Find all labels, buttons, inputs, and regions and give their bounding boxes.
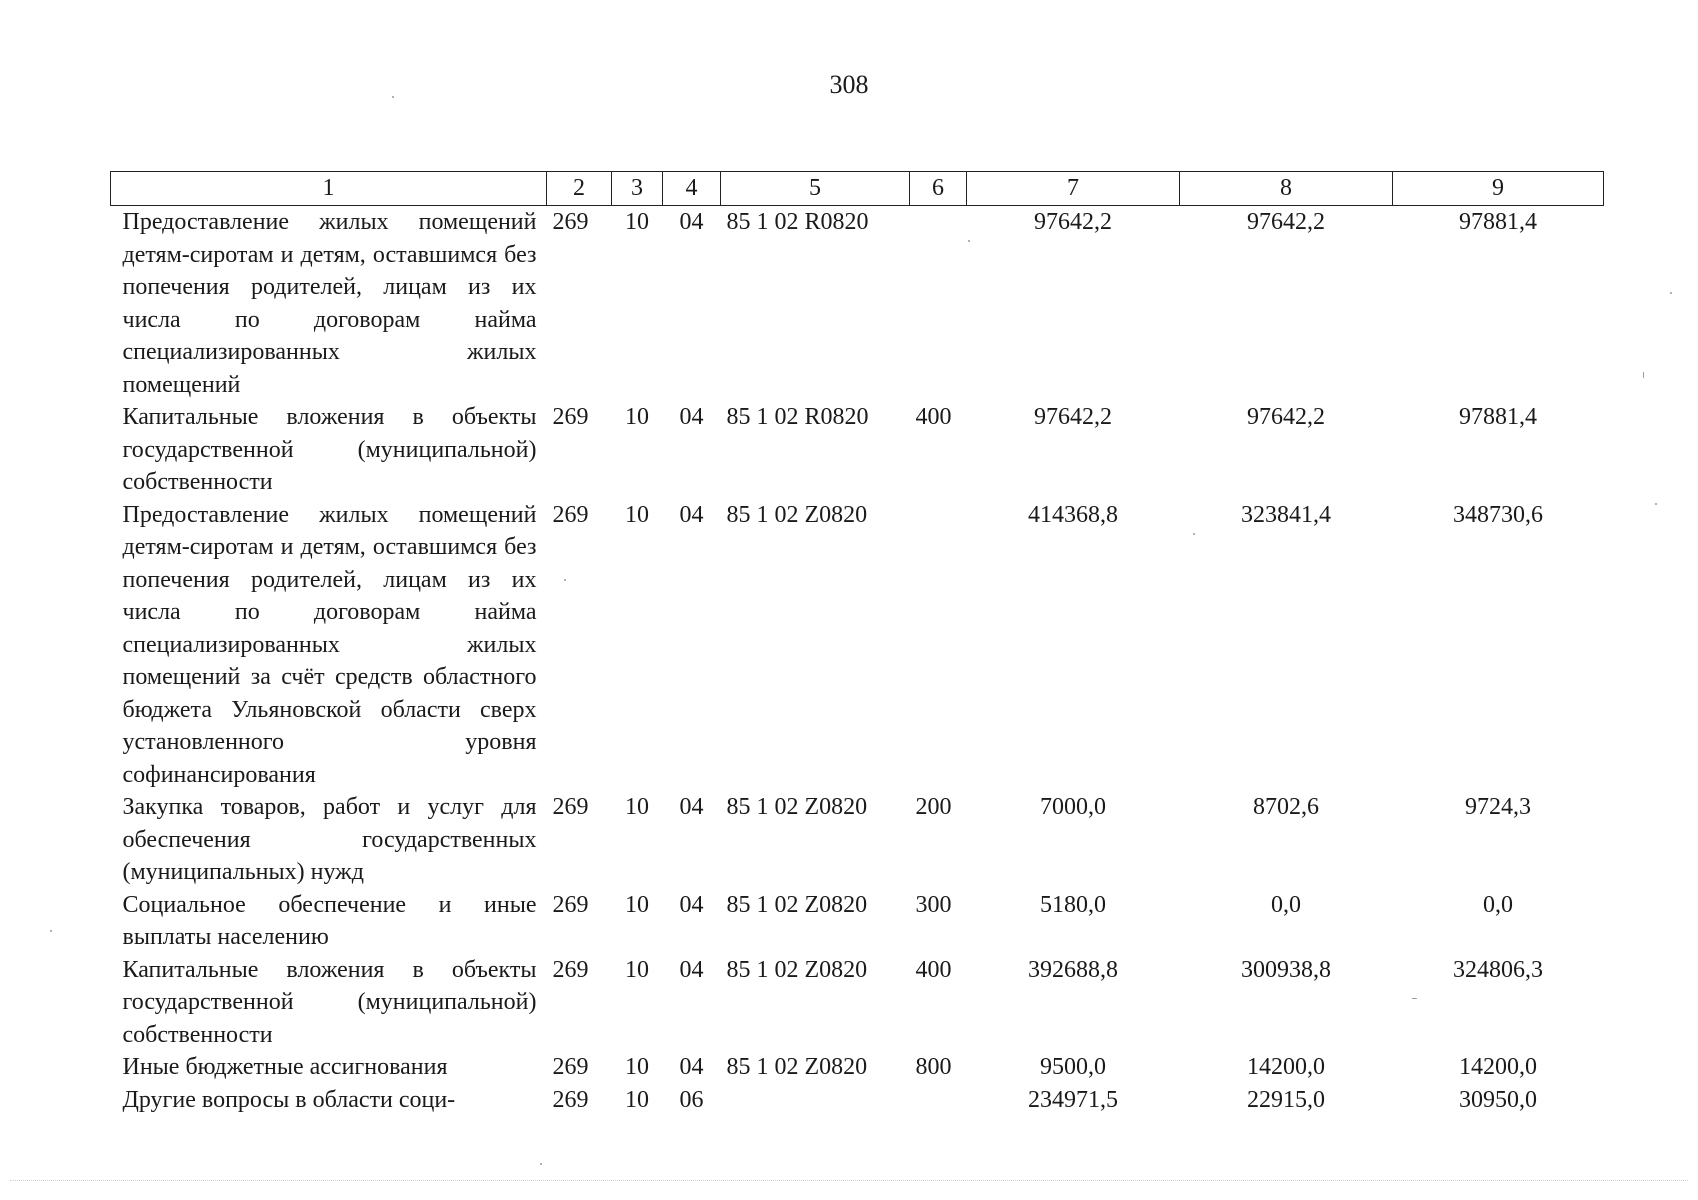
scan-edge-noise [10, 1180, 1688, 1182]
cell-expense-type: 300 [915, 891, 952, 918]
scan-speck [564, 579, 566, 581]
cell-subsection: 04 [679, 956, 704, 983]
row-description: Закупка товаров, работ и услуг для обеспечения государственных (муниципальных) нужд [122, 794, 537, 885]
cell-subsection: 06 [679, 1086, 704, 1113]
cell-subsection: 04 [679, 891, 704, 918]
cell-admin-code: 269 [552, 501, 589, 528]
cell-subsection: 04 [679, 501, 704, 528]
cell-amount-col9: 30950,0 [1459, 1086, 1537, 1113]
scan-speck [392, 96, 394, 98]
row-description: Капитальные вложения в объекты государственной (муниципальной) собственности [122, 404, 537, 495]
table-row [111, 1051, 1604, 1084]
cell-expense-type: 400 [915, 956, 952, 983]
row-description: Предоставление жилых помещений детям-сиротам и детям, оставшимся без попечения родителей, лицам из их числа по договорам найма специализированных жилых помещений за счёт средств областного бюджета Ульяновской области сверх установленного уровня софинансирования [122, 501, 537, 788]
scan-speck [1670, 292, 1672, 294]
cell-amount-col7: 97642,2 [1034, 209, 1112, 235]
cell-amount-col7: 392688,8 [1028, 956, 1118, 983]
cell-subsection: 04 [679, 404, 704, 430]
cell-amount-col9: 97881,4 [1459, 209, 1537, 235]
table-body [111, 206, 1604, 1117]
cell-target-article: 85 1 02 Z0820 [726, 956, 868, 983]
header-cell: 3 [612, 172, 663, 206]
budget-table [110, 171, 1604, 1116]
cell-expense-type: 200 [915, 794, 952, 820]
cell-target-article: 85 1 02 Z0820 [726, 891, 868, 918]
cell-amount-col8: 14200,0 [1247, 1054, 1325, 1080]
cell-admin-code: 269 [552, 891, 589, 918]
cell-amount-col8: 22915,0 [1247, 1086, 1325, 1113]
row-description: Другие вопросы в области соци- [122, 1086, 456, 1113]
row-description: Капитальные вложения в объекты государственной (муниципальной) собственности [122, 956, 537, 1048]
cell-subsection: 04 [679, 209, 704, 235]
cell-admin-code: 269 [552, 794, 589, 820]
cell-amount-col9: 324806,3 [1453, 956, 1543, 983]
table-row [111, 401, 1604, 499]
header-cell: 9 [1393, 172, 1604, 206]
cell-expense-type [910, 206, 967, 402]
table-header [111, 172, 1604, 206]
cell-section: 10 [625, 501, 649, 528]
scan-speck [968, 240, 970, 242]
cell-amount-col7: 5180,0 [1040, 891, 1106, 918]
cell-amount-col9: 97881,4 [1459, 404, 1537, 430]
cell-amount-col7: 7000,0 [1040, 794, 1106, 820]
scan-speck [540, 1163, 542, 1165]
header-cell: 2 [547, 172, 612, 206]
header-row [111, 172, 1604, 206]
table-row [111, 1084, 1604, 1117]
row-description: Предоставление жилых помещений детям-сиротам и детям, оставшимся без попечения родителей, лицам из их числа по договорам найма специализированных жилых помещений [122, 209, 537, 398]
cell-amount-col7: 414368,8 [1028, 501, 1118, 528]
scan-speck [1412, 998, 1417, 999]
header-cell: 7 [967, 172, 1180, 206]
cell-section: 10 [625, 404, 649, 430]
cell-section: 10 [625, 209, 649, 235]
table-row [111, 206, 1604, 402]
cell-target-article: 85 1 02 Z0820 [726, 1054, 868, 1080]
cell-admin-code: 269 [552, 956, 589, 983]
cell-target-article [721, 1084, 910, 1117]
cell-amount-col9: 0,0 [1483, 891, 1513, 918]
cell-section: 10 [625, 794, 649, 820]
cell-section: 10 [625, 891, 649, 918]
cell-target-article: 85 1 02 R0820 [726, 404, 869, 430]
cell-admin-code: 269 [552, 404, 589, 430]
cell-section: 10 [625, 1054, 649, 1080]
header-cell: 1 [111, 172, 547, 206]
cell-subsection: 04 [679, 794, 704, 820]
cell-amount-col9: 9724,3 [1465, 794, 1531, 820]
header-cell: 6 [910, 172, 967, 206]
cell-expense-type: 800 [915, 1054, 952, 1080]
cell-admin-code: 269 [552, 1086, 589, 1113]
cell-target-article: 85 1 02 Z0820 [726, 794, 868, 820]
cell-amount-col7: 234971,5 [1028, 1086, 1118, 1113]
cell-amount-col9: 348730,6 [1453, 501, 1543, 528]
scan-speck [1655, 503, 1657, 505]
row-description: Иные бюджетные ассигнования [122, 1054, 448, 1080]
table-row [111, 791, 1604, 889]
cell-section: 10 [625, 956, 649, 983]
cell-amount-col9: 14200,0 [1459, 1054, 1537, 1080]
cell-expense-type: 400 [915, 404, 952, 430]
cell-amount-col8: 8702,6 [1253, 794, 1319, 820]
scan-speck [1193, 533, 1195, 535]
table-row [111, 499, 1604, 792]
cell-amount-col7: 97642,2 [1034, 404, 1112, 430]
header-cell: 4 [663, 172, 721, 206]
cell-target-article: 85 1 02 Z0820 [726, 501, 868, 528]
row-description: Социальное обеспечение и иные выплаты населению [122, 891, 537, 950]
cell-subsection: 04 [679, 1054, 704, 1080]
cell-amount-col8: 0,0 [1271, 891, 1301, 918]
cell-section: 10 [625, 1086, 649, 1113]
page-number: 308 [829, 70, 869, 99]
cell-expense-type [910, 1084, 967, 1117]
cell-amount-col8: 97642,2 [1247, 404, 1325, 430]
cell-amount-col8: 323841,4 [1241, 501, 1331, 528]
cell-expense-type [910, 499, 967, 792]
cell-amount-col8: 300938,8 [1241, 956, 1331, 983]
header-cell: 5 [721, 172, 910, 206]
cell-admin-code: 269 [552, 1054, 589, 1080]
table-row [111, 889, 1604, 954]
scan-speck [1643, 372, 1644, 378]
cell-admin-code: 269 [552, 209, 589, 235]
cell-amount-col7: 9500,0 [1040, 1054, 1106, 1080]
cell-amount-col8: 97642,2 [1247, 209, 1325, 235]
table-row [111, 954, 1604, 1052]
scan-speck [50, 930, 52, 932]
header-cell: 8 [1180, 172, 1393, 206]
cell-target-article: 85 1 02 R0820 [726, 209, 869, 235]
